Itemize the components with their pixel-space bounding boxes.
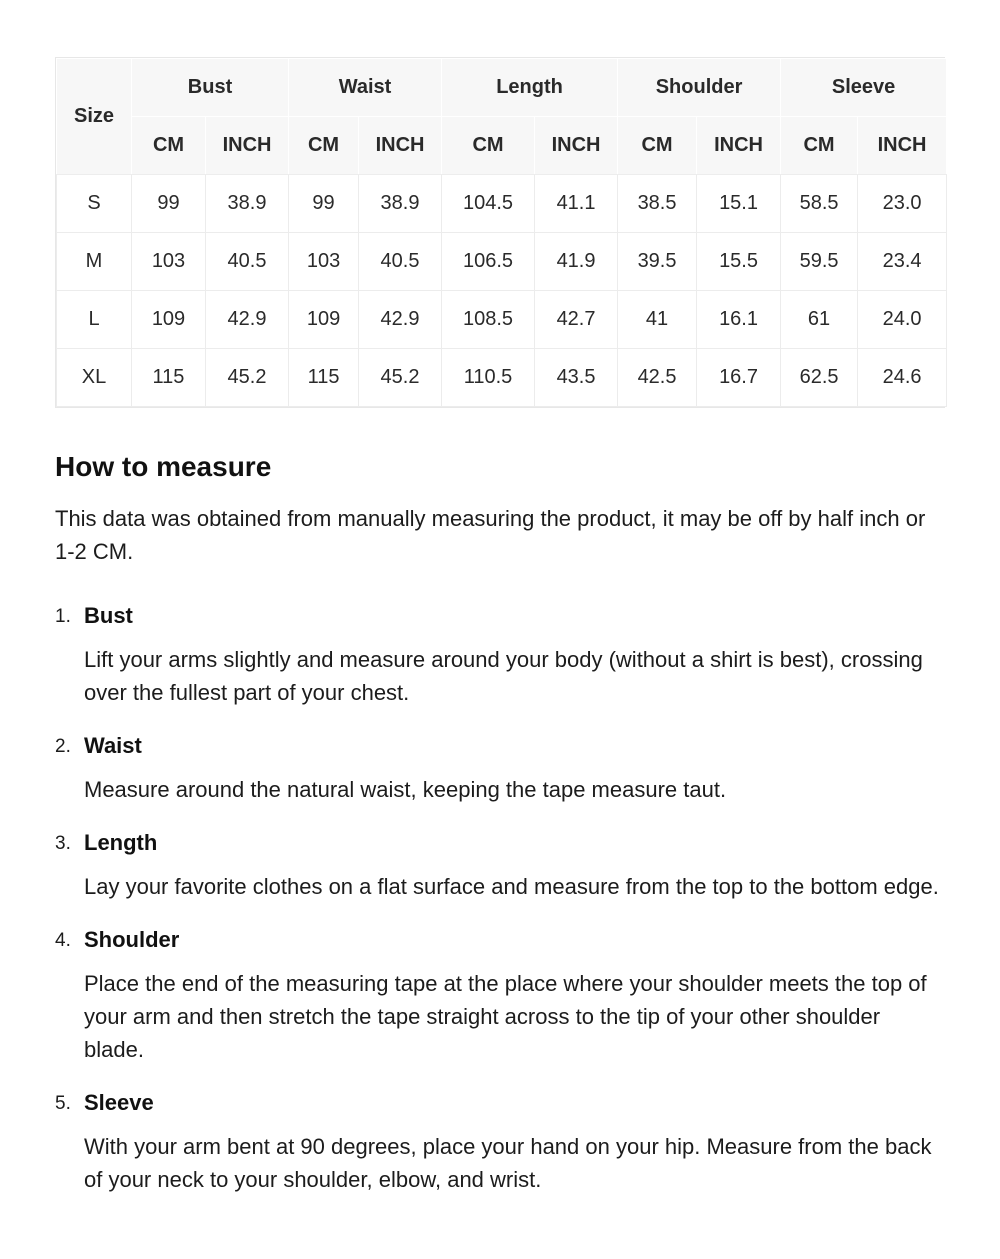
size-value-cell: 109 (289, 291, 359, 349)
step-description: Place the end of the measuring tape at the place where your shoulder meets the top of your arm and then stretch the tape straight across to the tip of your other shoulder blade. (84, 971, 927, 1062)
measure-step-bust (55, 602, 945, 709)
step-description: Lift your arms slightly and measure around your body (without a shirt is best), crossing over the fullest part of your chest. (84, 647, 923, 705)
step-heading (55, 732, 945, 760)
size-value-cell: 42.9 (206, 291, 289, 349)
size-row-label: XL (57, 349, 132, 407)
step-term: Bust (84, 603, 133, 628)
step-description: Measure around the natural waist, keeping the tape measure taut. (84, 777, 727, 802)
size-value-cell: 110.5 (442, 349, 535, 407)
size-value-cell: 41.1 (535, 175, 618, 233)
measure-step-shoulder (55, 926, 945, 1066)
unit-header-cm: CM (781, 117, 858, 175)
step-term: Waist (84, 733, 142, 758)
step-heading (55, 829, 945, 857)
size-value-cell: 38.9 (206, 175, 289, 233)
step-heading (55, 602, 945, 630)
size-value-cell: 15.1 (697, 175, 781, 233)
unit-header-cm: CM (132, 117, 206, 175)
size-value-cell: 41 (618, 291, 697, 349)
size-value-cell: 99 (289, 175, 359, 233)
table-row-m (57, 233, 947, 291)
measure-step-waist (55, 732, 945, 806)
step-number: 5. (55, 1093, 71, 1114)
step-term: Length (84, 830, 158, 855)
step-number: 3. (55, 833, 71, 854)
size-value-cell: 109 (132, 291, 206, 349)
measure-step-length (55, 829, 945, 903)
size-value-cell: 115 (289, 349, 359, 407)
size-value-cell: 106.5 (442, 233, 535, 291)
unit-header-cm: CM (442, 117, 535, 175)
measure-steps-list (55, 602, 945, 1196)
size-value-cell: 40.5 (359, 233, 442, 291)
size-value-cell: 99 (132, 175, 206, 233)
unit-header-inch: INCH (858, 117, 947, 175)
step-number: 4. (55, 930, 71, 951)
column-header-bust: Bust (132, 59, 289, 117)
size-value-cell: 23.4 (858, 233, 947, 291)
step-description: With your arm bent at 90 degrees, place your hand on your hip. Measure from the back of your neck to your shoulder, elbow, and wrist. (84, 1134, 932, 1192)
column-header-waist: Waist (289, 59, 442, 117)
size-chart-body (57, 175, 947, 407)
step-heading (55, 1089, 945, 1117)
size-value-cell: 58.5 (781, 175, 858, 233)
size-value-cell: 62.5 (781, 349, 858, 407)
table-row-xl (57, 349, 947, 407)
size-value-cell: 42.9 (359, 291, 442, 349)
step-number: 2. (55, 736, 71, 757)
size-value-cell: 108.5 (442, 291, 535, 349)
size-row-label: S (57, 175, 132, 233)
size-chart-table-wrap (55, 57, 945, 408)
unit-header-row (57, 117, 947, 175)
size-column-header: Size (57, 59, 132, 175)
size-value-cell: 103 (289, 233, 359, 291)
measurement-group-row (57, 59, 947, 117)
size-value-cell: 38.5 (618, 175, 697, 233)
size-value-cell: 42.5 (618, 349, 697, 407)
size-value-cell: 24.6 (858, 349, 947, 407)
size-value-cell: 16.7 (697, 349, 781, 407)
table-row-l (57, 291, 947, 349)
size-value-cell: 115 (132, 349, 206, 407)
column-header-sleeve: Sleeve (781, 59, 947, 117)
step-description: Lay your favorite clothes on a flat surface and measure from the top to the bottom edge. (84, 874, 939, 899)
size-value-cell: 41.9 (535, 233, 618, 291)
size-value-cell: 43.5 (535, 349, 618, 407)
size-value-cell: 38.9 (359, 175, 442, 233)
size-chart-table (56, 58, 947, 407)
unit-header-inch: INCH (206, 117, 289, 175)
step-heading (55, 926, 945, 954)
size-value-cell: 45.2 (359, 349, 442, 407)
unit-header-inch: INCH (697, 117, 781, 175)
table-row-s (57, 175, 947, 233)
unit-header-inch: INCH (359, 117, 442, 175)
step-number: 1. (55, 606, 71, 627)
size-value-cell: 15.5 (697, 233, 781, 291)
measure-intro-text: This data was obtained from manually measuring the product, it may be off by half inch or 1-2 CM. (55, 506, 926, 564)
size-value-cell: 40.5 (206, 233, 289, 291)
step-term: Sleeve (84, 1090, 154, 1115)
column-header-shoulder: Shoulder (618, 59, 781, 117)
size-value-cell: 45.2 (206, 349, 289, 407)
size-chart-header (57, 59, 947, 175)
size-value-cell: 103 (132, 233, 206, 291)
unit-header-cm: CM (289, 117, 359, 175)
how-to-measure-title: How to measure (55, 451, 272, 482)
size-row-label: L (57, 291, 132, 349)
size-value-cell: 23.0 (858, 175, 947, 233)
unit-header-inch: INCH (535, 117, 618, 175)
size-row-label: M (57, 233, 132, 291)
size-value-cell: 104.5 (442, 175, 535, 233)
size-value-cell: 61 (781, 291, 858, 349)
size-value-cell: 39.5 (618, 233, 697, 291)
measure-step-sleeve (55, 1089, 945, 1196)
step-term: Shoulder (84, 927, 180, 952)
size-value-cell: 16.1 (697, 291, 781, 349)
size-value-cell: 42.7 (535, 291, 618, 349)
unit-header-cm: CM (618, 117, 697, 175)
size-value-cell: 59.5 (781, 233, 858, 291)
size-value-cell: 24.0 (858, 291, 947, 349)
column-header-length: Length (442, 59, 618, 117)
